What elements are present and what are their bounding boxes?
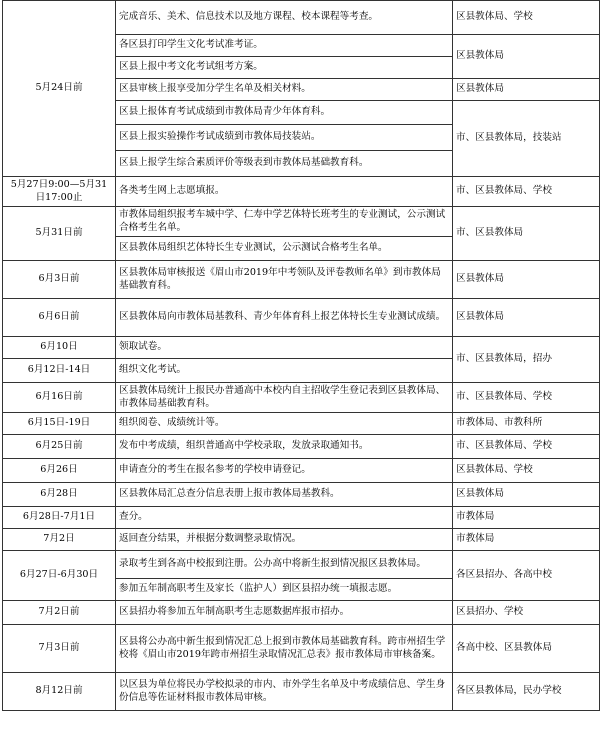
schedule-responsible-cell: 市、区县教体局、学校 — [453, 435, 600, 459]
schedule-task-cell: 各区县打印学生文化考试准考证。 — [116, 35, 453, 57]
schedule-responsible-cell: 市、区县教体局，技装站 — [453, 101, 600, 177]
schedule-task-cell: 区县教体局汇总查分信息表册上报市教体局基教科。 — [116, 483, 453, 507]
table-row — [3, 435, 600, 459]
schedule-date-cell: 6月26日 — [3, 459, 116, 483]
schedule-responsible-cell: 各区县招办、各高中校 — [453, 551, 600, 601]
schedule-responsible-cell: 区县教体局 — [453, 79, 600, 101]
schedule-responsible-cell: 市教体局 — [453, 529, 600, 551]
schedule-responsible-cell: 区县教体局 — [453, 261, 600, 299]
table-row — [3, 625, 600, 673]
schedule-responsible-cell: 市、区县教体局 — [453, 207, 600, 261]
schedule-responsible-cell: 市教体局、市教科所 — [453, 413, 600, 435]
schedule-date-cell: 5月31日前 — [3, 207, 116, 261]
table-row — [3, 507, 600, 529]
schedule-responsible-cell: 市、区县教体局、学校 — [453, 177, 600, 207]
table-row — [3, 551, 600, 579]
table-row — [3, 673, 600, 711]
schedule-responsible-cell: 区县教体局 — [453, 35, 600, 79]
schedule-date-cell: 6月12日-14日 — [3, 359, 116, 383]
schedule-date-cell: 6月10日 — [3, 337, 116, 359]
schedule-task-cell: 查分。 — [116, 507, 453, 529]
schedule-date-cell: 6月6日前 — [3, 299, 116, 337]
schedule-date-cell: 7月2日 — [3, 529, 116, 551]
schedule-task-cell: 区县上报学生综合素质评价等级表到市教体局基础教育科。 — [116, 151, 453, 177]
schedule-task-cell: 发布中考成绩，组织普通高中学校录取，发放录取通知书。 — [116, 435, 453, 459]
table-row — [3, 337, 600, 359]
schedule-responsible-cell: 各区县教体局，民办学校 — [453, 673, 600, 711]
schedule-task-cell: 返回查分结果，并根据分数调整录取情况。 — [116, 529, 453, 551]
schedule-responsible-cell: 区县教体局、学校 — [453, 1, 600, 35]
schedule-task-cell: 申请查分的考生在报名参考的学校申请登记。 — [116, 459, 453, 483]
table-row — [3, 601, 600, 625]
table-row — [3, 383, 600, 413]
schedule-task-cell: 区县将公办高中新生报到情况汇总上报到市教体局基础教育科。跨市州招生学校将《眉山市2019年跨市州招生录取情况汇总表》报市教体局市审核备案。 — [116, 625, 453, 673]
schedule-task-cell: 区县教体局组织艺体特长生专业测试，公示测试合格考生名单。 — [116, 237, 453, 261]
schedule-task-cell: 区县上报体育考试成绩到市教体局青少年体育科。 — [116, 101, 453, 125]
table-row — [3, 177, 600, 207]
schedule-body — [3, 1, 600, 711]
schedule-task-cell: 区县教体局审核报送《眉山市2019年中考领队及评卷教师名单》到市教体局基础教育科。 — [116, 261, 453, 299]
schedule-responsible-cell: 区县招办、学校 — [453, 601, 600, 625]
schedule-responsible-cell: 市、区县教体局，招办 — [453, 337, 600, 383]
table-row — [3, 529, 600, 551]
schedule-task-cell: 领取试卷。 — [116, 337, 453, 359]
schedule-date-cell: 6月28日-7月1日 — [3, 507, 116, 529]
schedule-task-cell: 区县教体局向市教体局基教科、青少年体育科上报艺体特长生专业测试成绩。 — [116, 299, 453, 337]
schedule-task-cell: 完成音乐、美术、信息技术以及地方课程、校本课程等考查。 — [116, 1, 453, 35]
table-row — [3, 483, 600, 507]
table-row — [3, 1, 600, 35]
table-row — [3, 207, 600, 237]
schedule-task-cell: 区县招办将参加五年制高职考生志愿数据库报市招办。 — [116, 601, 453, 625]
schedule-task-cell: 区县上报中考文化考试组考方案。 — [116, 57, 453, 79]
schedule-responsible-cell: 市、区县教体局、学校 — [453, 383, 600, 413]
schedule-responsible-cell: 区县教体局 — [453, 299, 600, 337]
schedule-date-cell: 6月15日-19日 — [3, 413, 116, 435]
table-row — [3, 261, 600, 299]
schedule-date-cell: 6月27日-6月30日 — [3, 551, 116, 601]
schedule-date-cell: 6月28日 — [3, 483, 116, 507]
schedule-task-cell: 组织文化考试。 — [116, 359, 453, 383]
schedule-task-cell: 以区县为单位将民办学校拟录的市内、市外学生名单及中考成绩信息、学生身份信息等佐证材料报市教体局审核。 — [116, 673, 453, 711]
schedule-date-cell: 6月16日前 — [3, 383, 116, 413]
schedule-task-cell: 区县审核上报享受加分学生名单及相关材料。 — [116, 79, 453, 101]
schedule-date-cell: 6月25日前 — [3, 435, 116, 459]
table-row — [3, 299, 600, 337]
schedule-date-cell: 6月3日前 — [3, 261, 116, 299]
schedule-date-cell: 5月27日9:00—5月31日17:00止 — [3, 177, 116, 207]
schedule-task-cell: 组织阅卷、成绩统计等。 — [116, 413, 453, 435]
table-row — [3, 413, 600, 435]
schedule-responsible-cell: 区县教体局、学校 — [453, 459, 600, 483]
schedule-date-cell: 8月12日前 — [3, 673, 116, 711]
schedule-table — [2, 0, 600, 711]
schedule-task-cell: 区县上报实验操作考试成绩到市教体局技装站。 — [116, 125, 453, 151]
schedule-date-cell: 7月3日前 — [3, 625, 116, 673]
schedule-date-cell: 7月2日前 — [3, 601, 116, 625]
schedule-task-cell: 各类考生网上志愿填报。 — [116, 177, 453, 207]
schedule-task-cell: 录取考生到各高中校报到注册。公办高中将新生报到情况报区县教体局。 — [116, 551, 453, 579]
schedule-task-cell: 区县教体局统计上报民办普通高中本校内自主招收学生登记表到区县教体局、市教体局基础教育科。 — [116, 383, 453, 413]
table-row — [3, 459, 600, 483]
schedule-responsible-cell: 各高中校、区县教体局 — [453, 625, 600, 673]
schedule-responsible-cell: 区县教体局 — [453, 483, 600, 507]
schedule-task-cell: 参加五年制高职考生及家长（监护人）到区县招办统一填报志愿。 — [116, 579, 453, 601]
schedule-task-cell: 市教体局组织报考车城中学、仁寿中学艺体特长班考生的专业测试，公示测试合格考生名单。 — [116, 207, 453, 237]
schedule-date-cell: 5月24日前 — [3, 1, 116, 177]
schedule-responsible-cell: 市教体局 — [453, 507, 600, 529]
